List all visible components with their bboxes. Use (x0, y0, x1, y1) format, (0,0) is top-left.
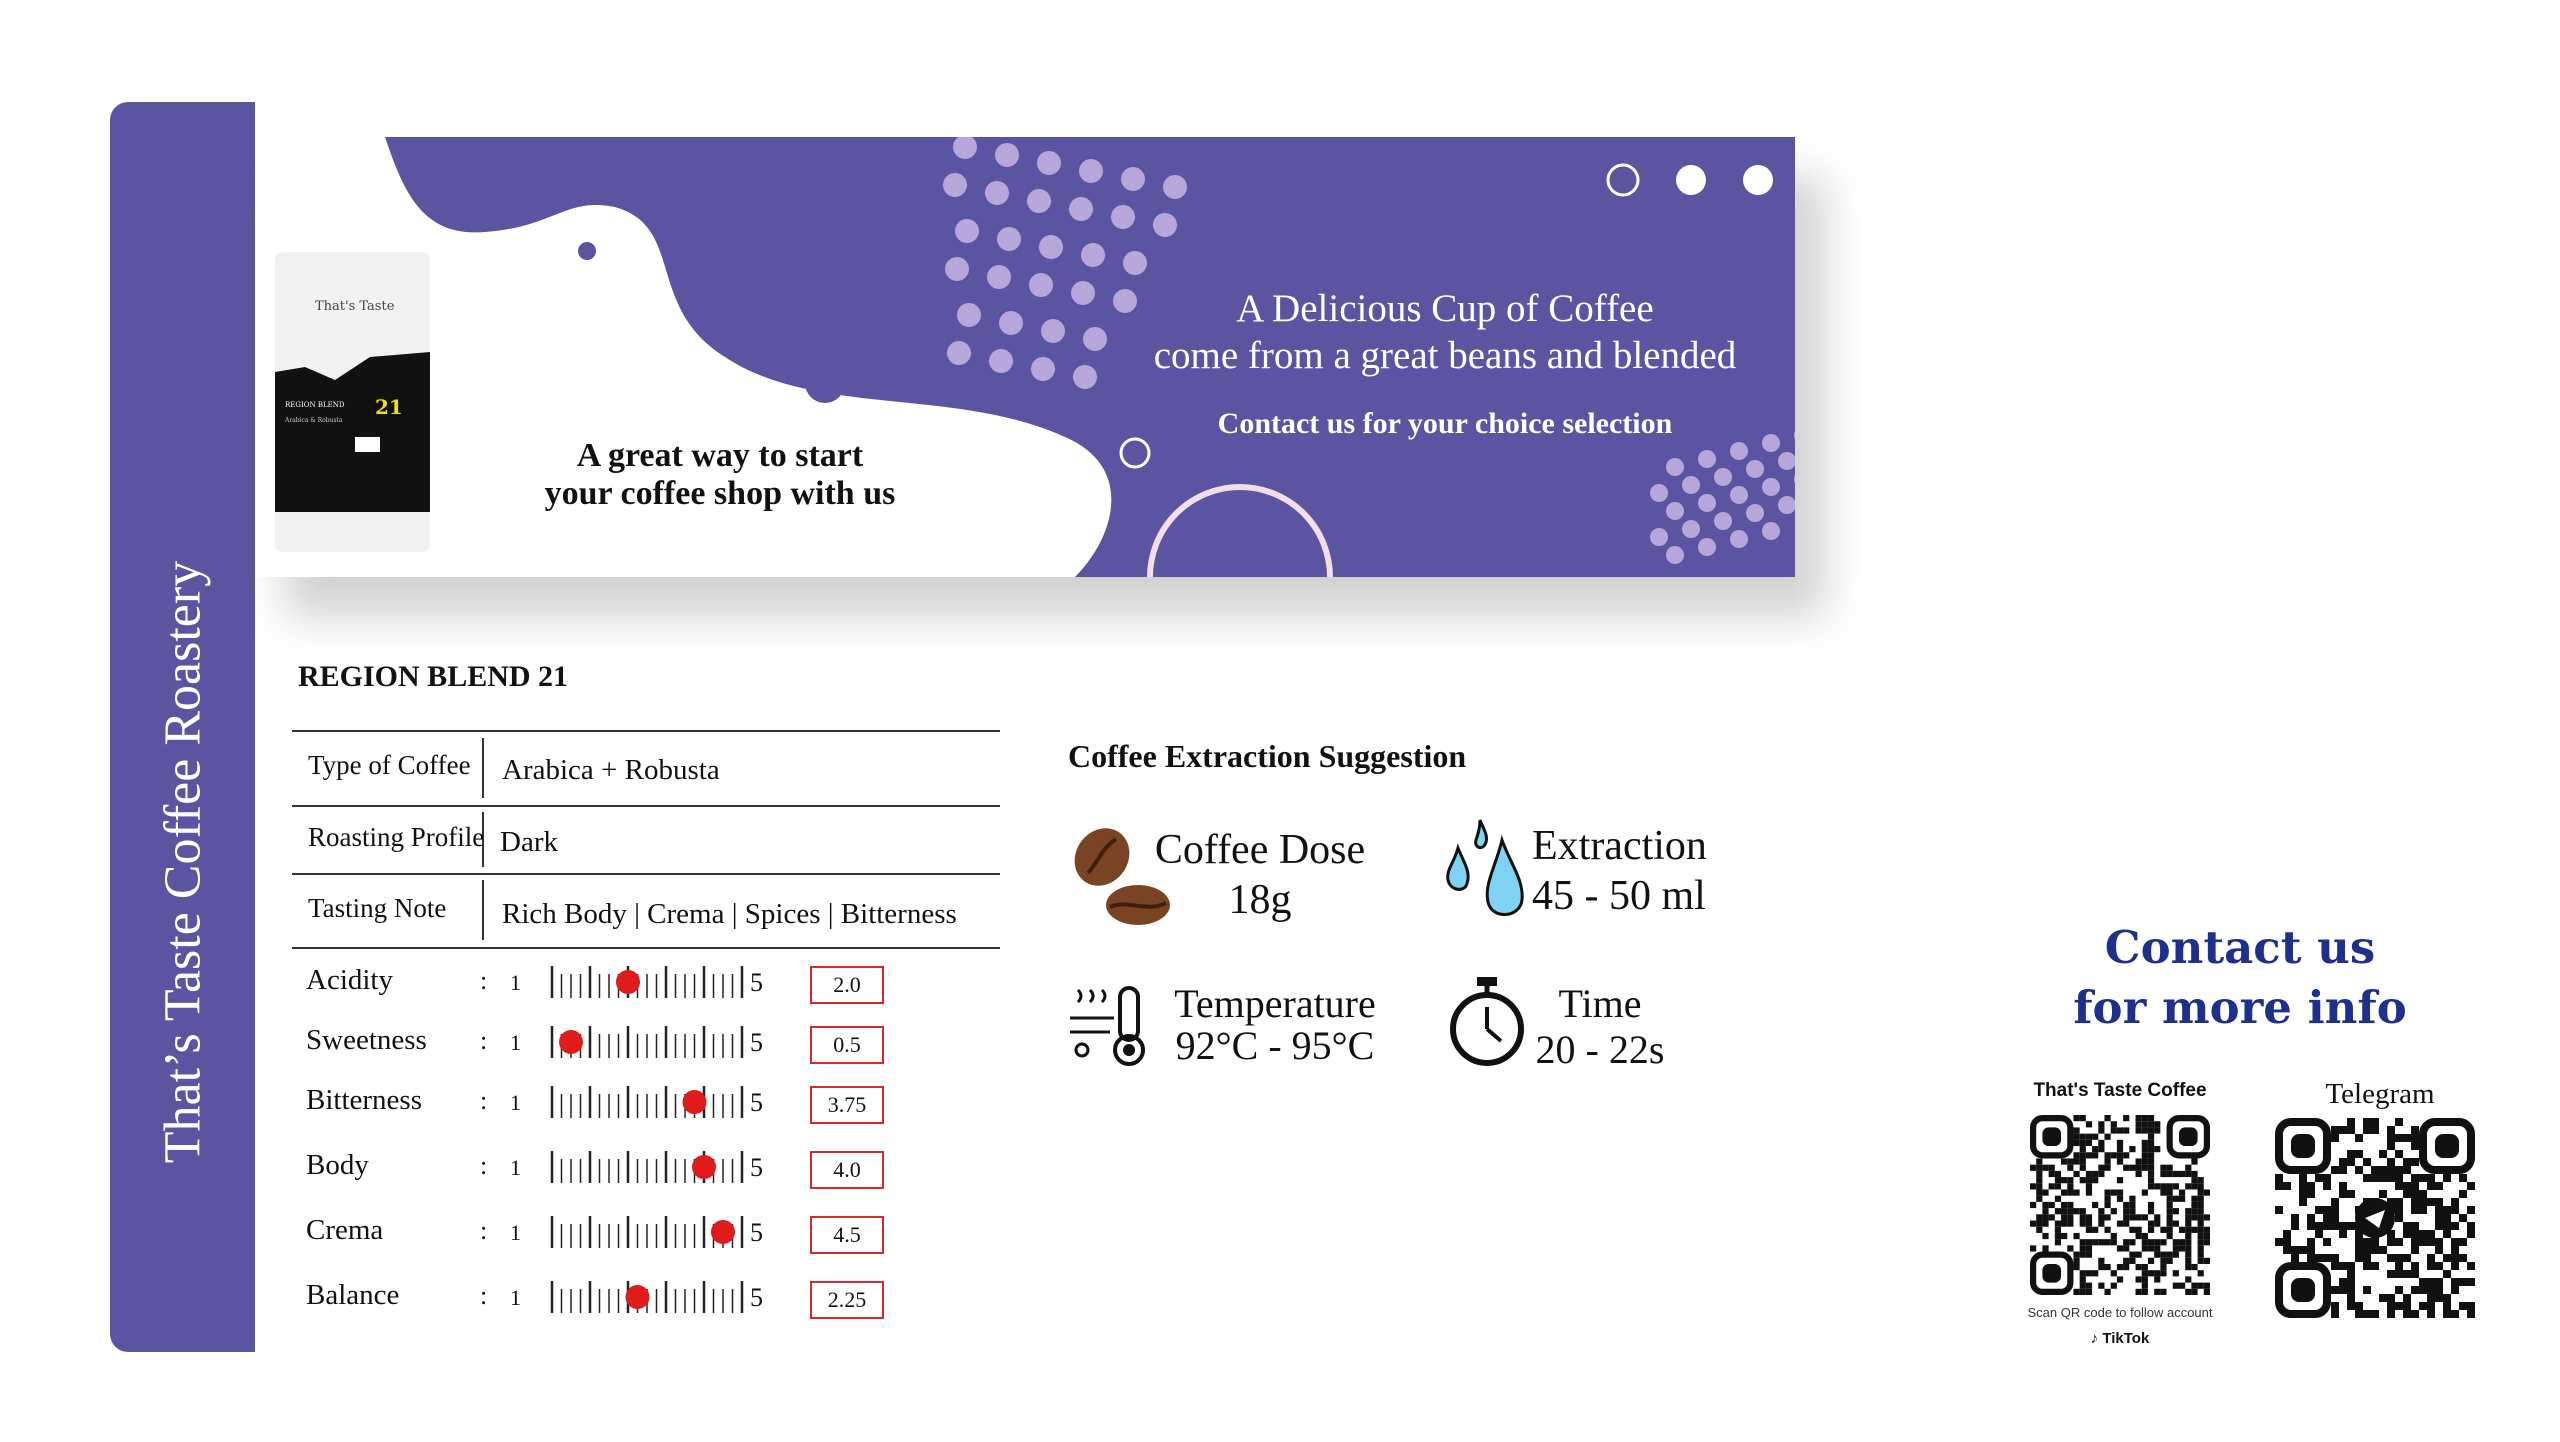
sidebar-title: That’s Taste Coffee Roastery (154, 560, 211, 1164)
rating-marker (711, 1220, 735, 1244)
svg-text:21: 21 (375, 395, 403, 419)
scale-min-label: 1 (510, 1155, 521, 1180)
rating-value-box: 2.0 (810, 966, 884, 1004)
rating-scale (548, 1022, 748, 1062)
tiktok-title: That's Taste Coffee (2033, 1080, 2207, 1101)
rating-value-box: 3.75 (810, 1086, 884, 1124)
scale-max-label: 5 (750, 1028, 763, 1057)
telegram-title: Telegram (2325, 1078, 2435, 1110)
contact-heading: Contact us for more info (2073, 921, 2407, 1034)
dose-label: Coffee Dose (1154, 827, 1366, 873)
scale-max-label: 5 (750, 968, 763, 997)
table-rule (292, 730, 1000, 732)
table-divider (482, 738, 484, 798)
extraction-value: 45 - 50 ml (1532, 873, 1706, 919)
tiktok-caption: Scan QR code to follow account (2027, 1305, 2213, 1320)
tiktok-brand: ♪ TikTok (2090, 1330, 2150, 1347)
rating-value-box: 4.0 (810, 1151, 884, 1189)
extraction-label: Extraction (1532, 823, 1707, 869)
rating-label: Acidity (306, 964, 393, 996)
scale-min-label: 1 (510, 1220, 521, 1245)
rating-marker (626, 1285, 650, 1309)
time-value: 20 - 22s (1535, 1027, 1665, 1072)
rating-value-box: 4.5 (810, 1216, 884, 1254)
scale-max-label: 5 (750, 1153, 763, 1182)
temperature-value: 92°C - 95°C (1175, 1023, 1375, 1068)
time-label: Time (1558, 981, 1642, 1026)
rating-scale (548, 1147, 748, 1187)
scale-min-label: 1 (510, 1285, 521, 1310)
row-value-type: Arabica + Robusta (502, 754, 720, 786)
row-label-tasting: Tasting Note (308, 893, 447, 923)
rating-marker (683, 1090, 707, 1114)
row-label-roast: Roasting Profile (308, 822, 485, 852)
scale-min-label: 1 (510, 1090, 521, 1115)
stopwatch-icon (1445, 975, 1529, 1069)
row-value-tasting: Rich Body | Crema | Spices | Bitterness (502, 898, 957, 930)
rating-label: Crema (306, 1214, 384, 1246)
rating-marker (616, 970, 640, 994)
thermometer-icon (1070, 982, 1150, 1072)
rating-colon: : (480, 1216, 488, 1245)
rating-colon: : (480, 1086, 488, 1115)
scale-max-label: 5 (750, 1088, 763, 1117)
rating-colon: : (480, 1281, 488, 1310)
coffee-bag-image (275, 252, 430, 552)
row-label-type: Type of Coffee (308, 750, 471, 780)
rating-colon: : (480, 1026, 488, 1055)
banner-headline: A great way to start your coffee shop with us (544, 437, 896, 512)
dose-value: 18g (1228, 877, 1292, 923)
rating-colon: : (480, 1151, 488, 1180)
rating-scale (548, 962, 748, 1002)
scale-min-label: 1 (510, 1030, 521, 1055)
rating-label: Body (306, 1149, 369, 1181)
scale-min-label: 1 (510, 970, 521, 995)
banner-tagline: A Delicious Cup of Coffee come from a great beans and blended (1153, 287, 1737, 377)
rating-marker (692, 1155, 716, 1179)
svg-text:Arabica & Robusta: Arabica & Robusta (285, 417, 343, 424)
rating-label: Sweetness (306, 1024, 427, 1056)
scale-max-label: 5 (750, 1283, 763, 1312)
table-rule (292, 805, 1000, 807)
telegram-qr-code[interactable] (2275, 1118, 2475, 1318)
table-rule (292, 947, 1000, 949)
tiktok-qr-code[interactable] (2030, 1115, 2210, 1295)
rating-scale (548, 1082, 748, 1122)
svg-text:That's Taste: That's Taste (315, 299, 395, 314)
table-divider (482, 880, 484, 940)
rating-value-box: 2.25 (810, 1281, 884, 1319)
rating-value-box: 0.5 (810, 1026, 884, 1064)
table-rule (292, 873, 1000, 875)
svg-text:REGION BLEND: REGION BLEND (285, 401, 345, 409)
rating-colon: : (480, 966, 488, 995)
extraction-title: Coffee Extraction Suggestion (1068, 738, 1467, 774)
water-drops-icon (1440, 818, 1530, 933)
row-value-roast: Dark (500, 826, 558, 858)
rating-marker (559, 1030, 583, 1054)
rating-scale (548, 1212, 748, 1252)
rating-label: Bitterness (306, 1084, 422, 1116)
temperature-label: Temperature (1174, 981, 1376, 1026)
banner-contact-text: Contact us for your choice selection (1217, 407, 1673, 440)
rating-scale (548, 1277, 748, 1317)
scale-max-label: 5 (750, 1218, 763, 1247)
product-title: REGION BLEND 21 (298, 660, 569, 693)
promo-banner (255, 137, 1795, 577)
rating-label: Balance (306, 1279, 400, 1311)
